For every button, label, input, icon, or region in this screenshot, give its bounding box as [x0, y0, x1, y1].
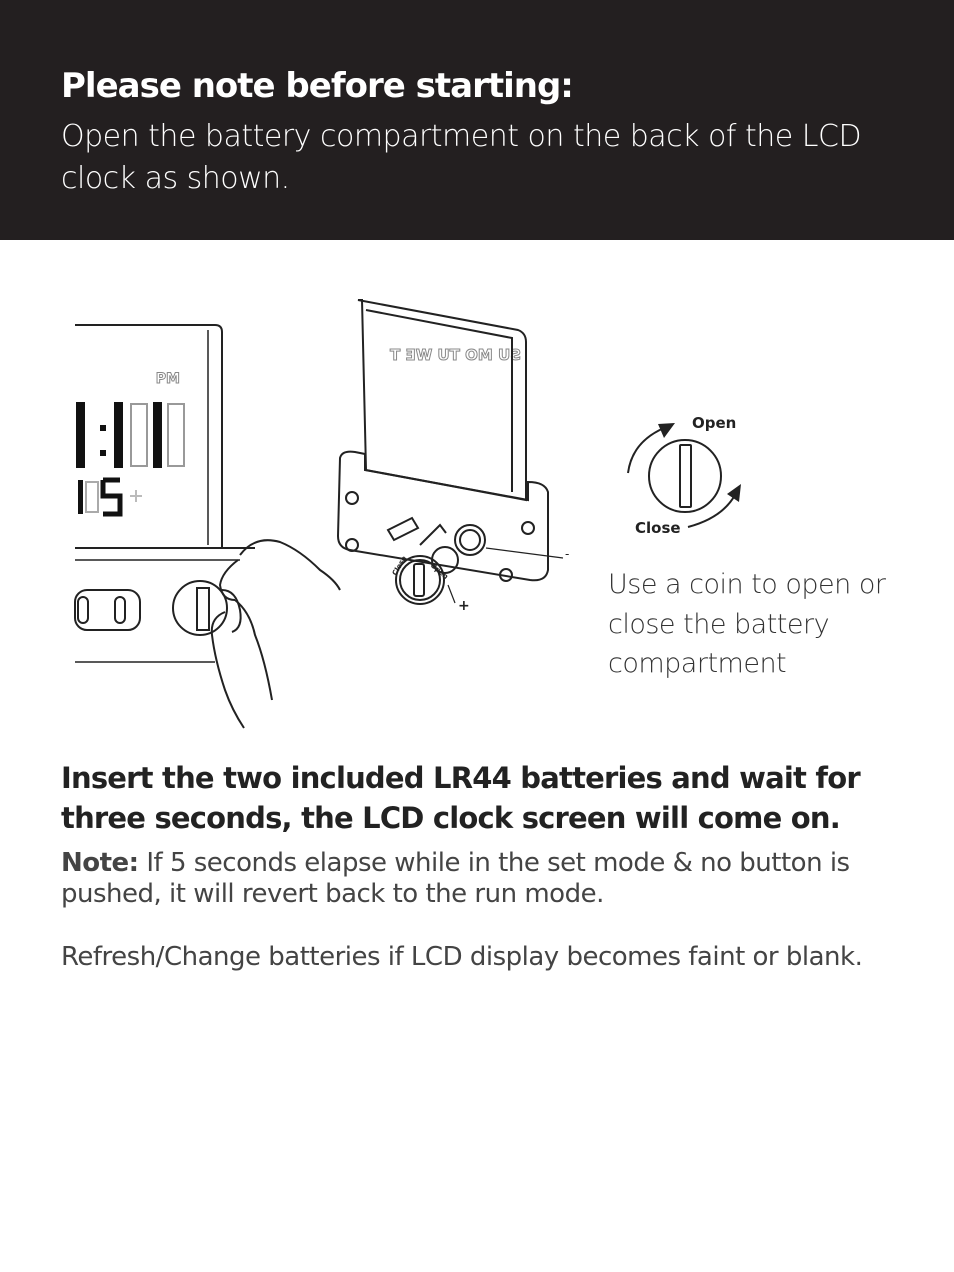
rotation-dial-icon [628, 423, 741, 527]
cap-open-text: Open [428, 561, 450, 581]
terminal-minus: - [565, 547, 570, 561]
lcd-days-text: SU MO TU WE T [390, 346, 521, 364]
coin-caption: Use a coin to open or close the battery compartment [608, 569, 886, 679]
note-label: Note: [61, 848, 139, 878]
note-text: If 5 seconds elapse while in the set mode & no button is pushed, it will revert back to the run mode. [61, 848, 850, 909]
terminal-plus: + [458, 598, 470, 614]
cap-close-text: Close [390, 554, 409, 577]
hand-icon [173, 540, 340, 728]
dial-close-label: Close [635, 519, 681, 537]
note-paragraph [61, 848, 921, 910]
lcd-pm-text: PM [155, 371, 180, 387]
header-banner [0, 0, 954, 240]
page-title: Please note before starting: [61, 66, 573, 106]
refresh-paragraph: Refresh/Change batteries if LCD display becomes faint or blank. [61, 942, 863, 972]
instructions-heading: Insert the two included LR44 batteries and wait for three seconds, the LCD clock screen will come on. [61, 761, 860, 835]
page-subtitle: Open the battery compartment on the back of the LCD clock as shown. [61, 119, 862, 196]
dial-open-label: Open [692, 414, 737, 432]
lcd-digits [76, 402, 184, 514]
